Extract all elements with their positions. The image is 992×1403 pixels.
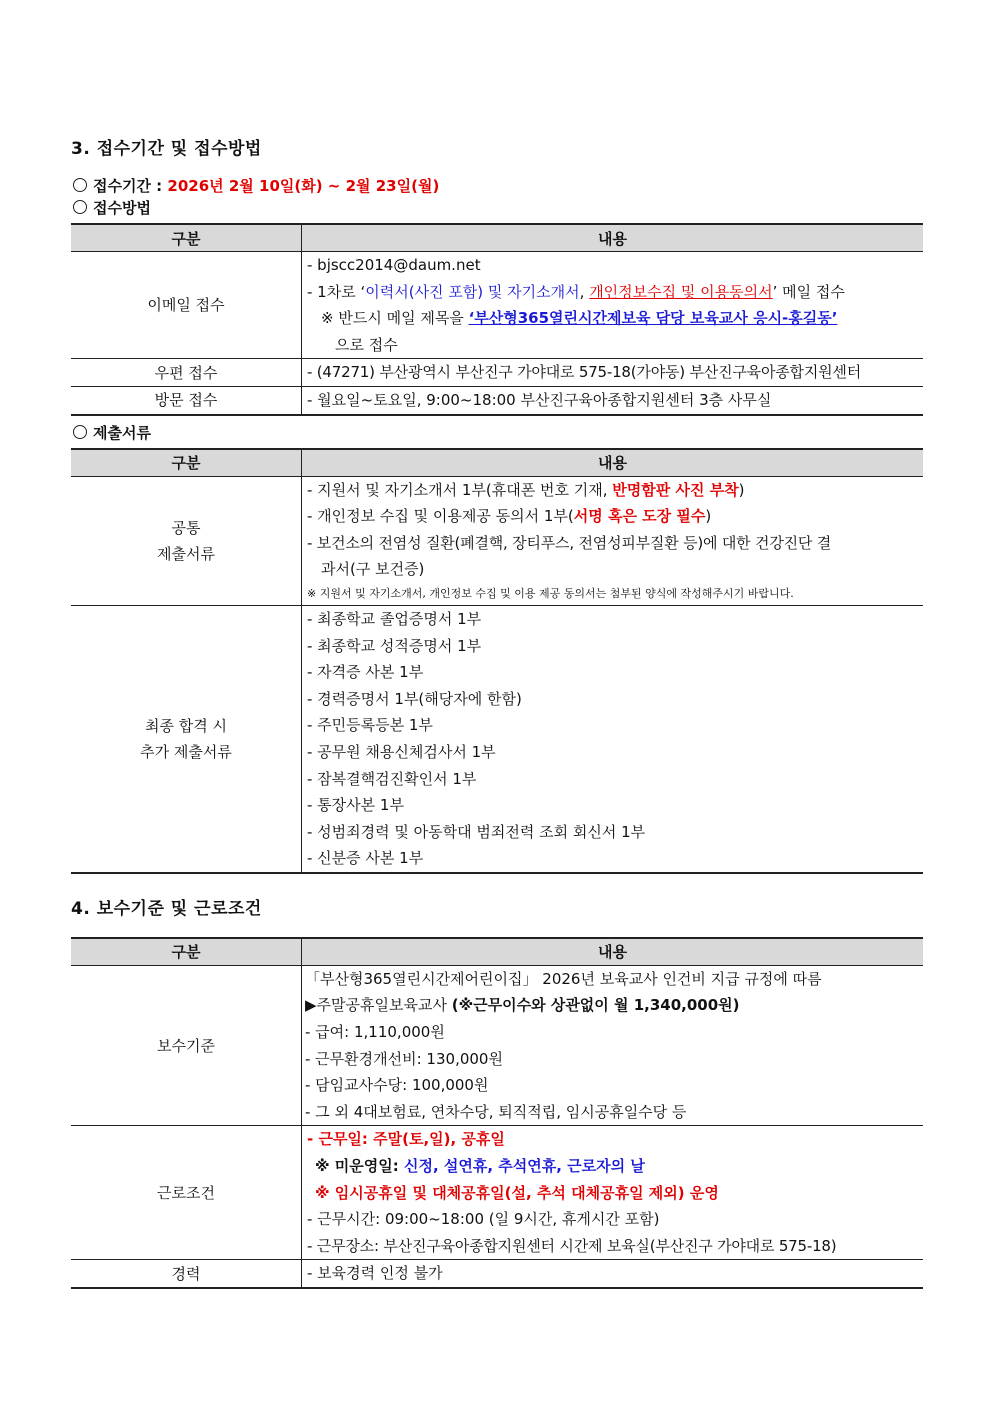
list-item: - 경력증명서 1부(해당자에 한함) [307, 689, 522, 708]
table-row [71, 605, 923, 872]
docs-label: 제출서류 [93, 423, 151, 442]
pay-label: 보수기준 [71, 965, 302, 1126]
email-subject-note: ※ 반드시 메일 제목을 ‘부산형365열린시간제보육 담당 보육교사 응시-홍길동’ [321, 309, 838, 328]
header-category: 구분 [71, 449, 302, 477]
header-content: 내용 [302, 224, 924, 252]
header-category: 구분 [71, 224, 302, 252]
career-label: 경력 [71, 1260, 302, 1288]
table-row [71, 1126, 923, 1260]
list-item-cont: 과서(구 보건증) [321, 560, 425, 579]
pay-table [71, 937, 923, 1289]
work-label: 근로조건 [71, 1126, 302, 1260]
list-item: ※ 임시공휴일 및 대체공휴일(설, 추석 대체공휴일 제외) 운영 [315, 1183, 719, 1202]
visit-label: 방문 접수 [71, 386, 302, 414]
docs-bullet [71, 422, 923, 444]
table-row [71, 386, 923, 414]
list-item: - 최종학교 졸업증명서 1부 [307, 609, 482, 628]
table-header [71, 938, 923, 966]
method-bullet [71, 197, 923, 219]
method-label: 접수방법 [93, 199, 151, 217]
table-row [71, 359, 923, 387]
list-item: - 급여: 1,110,000원 [305, 1023, 445, 1042]
list-item: - 근무일: 주말(토,일), 공휴일 [307, 1130, 505, 1149]
post-label: 우편 접수 [71, 359, 302, 387]
post-content: - (47271) 부산광역시 부산진구 가야대로 575-18(가야동) 부산진구육아종합지원센터 [302, 359, 924, 387]
period-bullet [71, 175, 923, 197]
list-item: ※ 미운영일: 신정, 설연휴, 추석연휴, 근로자의 날 [315, 1157, 645, 1176]
list-item: - 근무환경개선비: 130,000원 [305, 1049, 503, 1068]
list-item: - 신분증 사본 1부 [307, 849, 424, 868]
circle-bullet-icon [73, 425, 87, 439]
career-content: - 보육경력 인정 불가 [302, 1260, 924, 1288]
period-label: 접수기간 : [93, 177, 168, 195]
list-item: - 최종학교 성적증명서 1부 [307, 636, 482, 655]
list-item: - 잠복결핵검진확인서 1부 [307, 769, 477, 788]
work-content [302, 1126, 924, 1260]
list-item: - 지원서 및 자기소개서 1부(휴대폰 번호 기재, 반명함판 사진 부착) [307, 480, 745, 499]
circle-bullet-icon [73, 178, 87, 192]
table-row [71, 252, 923, 359]
table-header [71, 449, 923, 477]
common-docs-content [302, 476, 924, 605]
list-item: - 근무시간: 09:00~18:00 (일 9시간, 휴게시간 포함) [307, 1210, 660, 1229]
table-row [71, 965, 923, 1126]
table-row [71, 476, 923, 605]
email-content [302, 252, 924, 359]
email-line2: - 1차로 ‘이력서(사진 포함) 및 자기소개서, 개인정보수집 및 이용동의서’ 메일 접수 [307, 282, 845, 301]
list-item: - 개인정보 수집 및 이용제공 동의서 1부(서명 혹은 도장 필수) [307, 507, 712, 526]
list-item: - 주민등록등본 1부 [307, 716, 433, 735]
list-item: - 통장사본 1부 [307, 796, 404, 815]
docs-note: ※ 지원서 및 자기소개서, 개인정보 수집 및 이용 제공 동의서는 첨부된 양식에 작성해주시기 바랍니다. [307, 586, 794, 600]
email-label: 이메일 접수 [71, 252, 302, 359]
email-subject-note-end: 으로 접수 [335, 335, 398, 354]
list-item: ▶주말공휴일보육교사 (※근무이수와 상관없이 월 1,340,000원) [305, 996, 740, 1015]
header-content: 내용 [302, 938, 924, 966]
docs-table [71, 448, 923, 874]
visit-content: - 월요일~토요일, 9:00~18:00 부산진구육아종합지원센터 3층 사무실 [302, 386, 924, 414]
method-table [71, 223, 923, 416]
header-category: 구분 [71, 938, 302, 966]
table-row [71, 1260, 923, 1288]
header-content: 내용 [302, 449, 924, 477]
list-item: - 담임교사수당: 100,000원 [305, 1076, 489, 1095]
period-value: 2026년 2월 10일(화) ~ 2월 23일(월) [167, 177, 440, 195]
table-header [71, 224, 923, 252]
section4-title: 4. 보수기준 및 근로조건 [71, 898, 262, 919]
list-item: - 공무원 채용신체검사서 1부 [307, 742, 496, 761]
list-item: 「부산형365열린시간제어린이집」 2026년 보육교사 인건비 지급 규정에 따름 [305, 969, 822, 988]
email-address: - bjscc2014@daum.net [307, 256, 481, 274]
pay-content [302, 965, 924, 1126]
final-docs-content [302, 605, 924, 872]
list-item: - 근무장소: 부산진구육아종합지원센터 시간제 보육실(부산진구 가야대로 575-18) [307, 1236, 837, 1255]
list-item: - 그 외 4대보험료, 연차수당, 퇴직적립, 임시공휴일수당 등 [305, 1102, 687, 1121]
list-item: - 성범죄경력 및 아동학대 범죄전력 조회 회신서 1부 [307, 822, 646, 841]
list-item: - 자격증 사본 1부 [307, 663, 424, 682]
section3-title: 3. 접수기간 및 접수방법 [71, 139, 262, 159]
document-body [71, 134, 923, 1289]
common-docs-label: 공통 제출서류 [71, 476, 302, 605]
list-item: - 보건소의 전염성 질환(폐결핵, 장티푸스, 전염성피부질환 등)에 대한 건강진단 결 [307, 533, 832, 552]
final-docs-label: 최종 합격 시 추가 제출서류 [71, 605, 302, 872]
circle-bullet-icon [73, 200, 87, 214]
